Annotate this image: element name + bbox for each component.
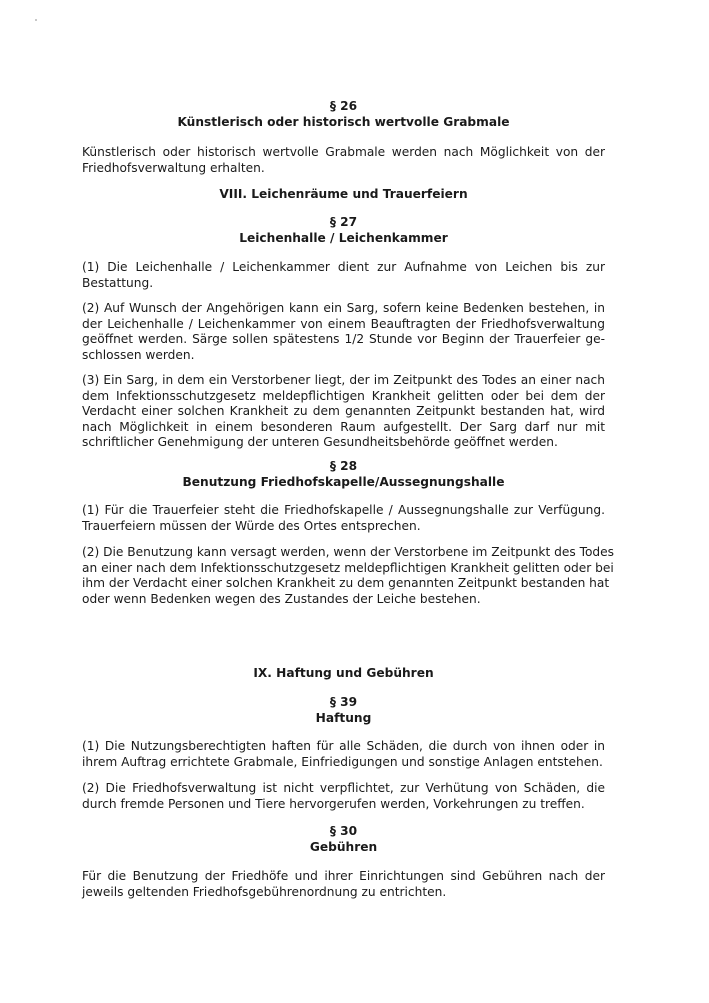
text-line: (3) Ein Sarg, in dem ein Verstorbener liegt, der im Zeitpunkt des Todes an einer nach: [82, 373, 605, 387]
text-line: Künstlerisch oder historisch wertvolle Grabmale werden nach Möglichkeit von der: [82, 145, 605, 159]
text-line: (1) Für die Trauerfeier steht die Friedhofskapelle / Aussegnungshalle zur Verfügung.: [82, 503, 605, 517]
section-30-heading: [82, 824, 605, 855]
text-line: (2) Die Friedhofsverwaltung ist nicht verpflichtet, zur Verhütung von Schäden, die: [82, 781, 605, 795]
section-title: Haftung: [315, 710, 372, 725]
text-line: Bestattung.: [82, 275, 154, 290]
chapter-title: VIII. Leichenräume und Trauerfeiern: [219, 187, 468, 201]
section-27-heading: [82, 215, 605, 246]
text-line: dem Infektionsschutzgesetz meldepflichtigen Krankheit gelitten oder bei dem der: [82, 388, 605, 403]
text-line: durch fremde Personen und Tiere hervorgerufen werden, Vorkehrungen zu treffen.: [82, 796, 585, 811]
text-line: an einer nach dem Infektionsschutzgesetz meldepflichtigen Krankheit gelitten oder bei: [82, 560, 614, 575]
section-39-heading: [82, 695, 605, 726]
text-line: (2) Auf Wunsch der Angehörigen kann ein Sarg, sofern keine Bedenken bestehen, in: [82, 301, 605, 315]
section-title: Benutzung Friedhofskapelle/Aussegnungshalle: [182, 474, 505, 489]
section-28-paragraph-2: [82, 545, 614, 607]
section-26-heading: [82, 99, 605, 130]
section-title: Gebühren: [309, 839, 378, 854]
text-line: der Leichenhalle / Leichenkammer von einem Beauftragten der Friedhofsverwaltung: [82, 316, 605, 331]
text-line: schriftlicher Genehmigung der unteren Gesundheitsbehörde geöffnet werden.: [82, 435, 558, 449]
section-title: Künstlerisch oder historisch wertvolle Grabmale: [177, 114, 510, 129]
text-line: schlossen werden.: [82, 347, 195, 362]
section-number: § 30: [329, 824, 358, 838]
chapter-8-heading: [82, 187, 605, 203]
section-39-paragraph-1: [82, 739, 605, 770]
section-27-paragraph-2: [82, 301, 605, 363]
section-39-paragraph-2: [82, 781, 605, 812]
section-number: § 26: [329, 99, 358, 113]
scan-speck: [35, 19, 37, 21]
section-28-heading: [82, 459, 605, 490]
chapter-9-heading: [82, 666, 605, 682]
section-27-paragraph-1: [82, 260, 605, 291]
text-line: (1) Die Leichenhalle / Leichenkammer dient zur Aufnahme von Leichen bis zur: [82, 260, 605, 274]
text-line: Für die Benutzung der Friedhöfe und ihrer Einrichtungen sind Gebühren nach der: [82, 869, 605, 883]
text-line: Verdacht einer solchen Krankheit zu dem genannten Zeitpunkt bestanden hat, wird: [82, 404, 605, 418]
text-line: (1) Die Nutzungsberechtigten haften für alle Schäden, die durch von ihnen oder in: [82, 739, 605, 753]
text-line: Trauerfeiern müssen der Würde des Ortes entsprechen.: [82, 518, 421, 533]
chapter-title: IX. Haftung und Gebühren: [253, 666, 434, 680]
text-line: jeweils geltenden Friedhofsgebührenordnung zu entrichten.: [82, 884, 447, 899]
text-line: ihm der Verdacht einer solchen Krankheit zu dem genannten Zeitpunkt bestanden hat: [82, 576, 610, 590]
text-line: geöffnet werden. Särge sollen spätestens 1/2 Stunde vor Beginn der Trauerfeier ge-: [82, 332, 605, 346]
text-line: (2) Die Benutzung kann versagt werden, wenn der Verstorbene im Zeitpunkt des Todes: [82, 545, 614, 559]
text-line: nach Möglichkeit in einem besonderen Raum aufgestellt. Der Sarg darf nur mit: [82, 419, 605, 434]
section-28-paragraph-1: [82, 503, 605, 534]
section-27-paragraph-3: [82, 373, 605, 451]
text-line: ihrem Auftrag errichtete Grabmale, Einfriedigungen und sonstige Anlagen entstehen.: [82, 754, 603, 769]
section-number: § 39: [329, 695, 358, 709]
text-line: oder wenn Bedenken wegen des Zustandes der Leiche bestehen.: [82, 591, 481, 606]
section-number: § 27: [329, 215, 358, 229]
section-title: Leichenhalle / Leichenkammer: [239, 230, 448, 245]
section-26-paragraph-1: [82, 145, 605, 176]
section-number: § 28: [329, 459, 358, 473]
text-line: Friedhofsverwaltung erhalten.: [82, 160, 265, 175]
section-30-paragraph-1: [82, 869, 605, 900]
